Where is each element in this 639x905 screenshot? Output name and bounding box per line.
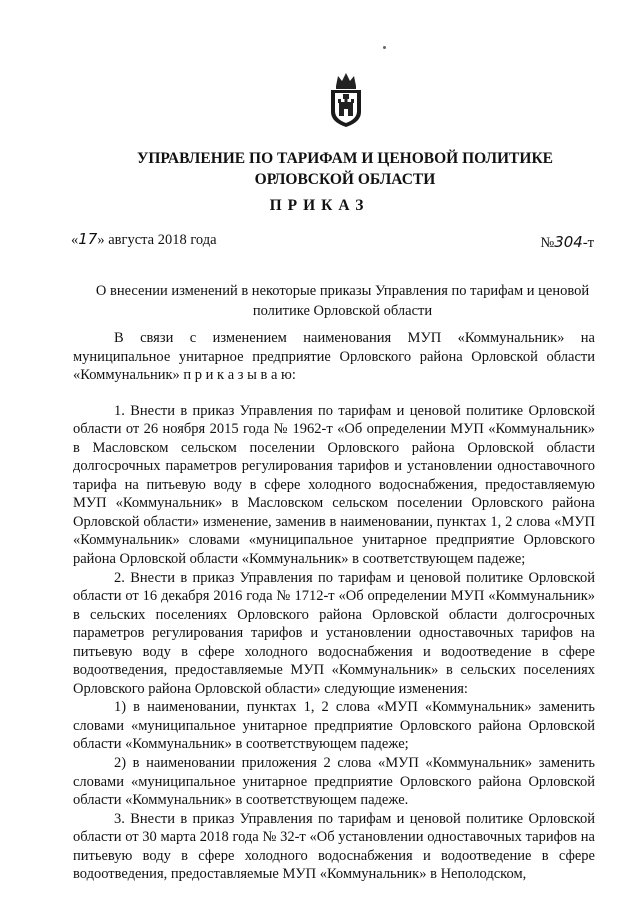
subject-line-2: политике Орловской области xyxy=(252,303,433,319)
organization-title-line-1: УПРАВЛЕНИЕ ПО ТАРИФАМ И ЦЕНОВОЙ ПОЛИТИКЕ xyxy=(136,150,554,167)
paragraph-1: 1. Внести в приказ Управления по тарифам и ценовой политике Орловской области от 26 ноября 2015 года № 1962-т «Об определении МУП «Коммунальник» в Масловском сельском поселении Орловского района Орловской области долгосрочных параметров регулирования тарифов и установлении одноставочного тарифа на питьевую воду в сфере холодного водоснабжения, предоставляемую МУП «Коммунальник» в Масловском сельском поселении Орловского района Орловской области» изменение, заменив в наименовании, пунктах 1, 2 слова «МУП «Коммунальник» словами «муниципальное унитарное предприятие Орловского района Орловской области «Коммунальник» в соответствующем падеже; xyxy=(73,402,595,568)
preamble-paragraph: В связи с изменением наименования МУП «Коммунальник» на муниципальное унитарное предприятие Орловского района Орловской области «Коммунальник» п р и к а з ы в а ю: xyxy=(73,330,595,384)
date-rest: » августа 2018 года xyxy=(97,232,217,248)
scan-speck xyxy=(383,46,386,49)
organization-title-line-2: ОРЛОВСКОЙ ОБЛАСТИ xyxy=(254,171,436,188)
number-suffix: -т xyxy=(582,235,594,251)
document-date xyxy=(71,230,217,249)
date-open-quote: « xyxy=(71,232,79,248)
paragraph-2-item-1: 1) в наименовании, пунктах 1, 2 слова «МУП «Коммунальник» заменить словами «муниципальное унитарное предприятие Орловского района Орловской области «Коммунальник» в соответствующем падеже; xyxy=(73,699,595,753)
subject-line-1: О внесении изменений в некоторые приказы Управления по тарифам и ценовой xyxy=(95,283,590,299)
coat-of-arms-icon xyxy=(329,70,363,128)
document-number xyxy=(540,233,594,252)
document-body xyxy=(73,329,595,884)
document-type: ПРИКАЗ xyxy=(269,197,370,214)
date-day-handwritten: 17 xyxy=(78,230,98,248)
paragraph-2: 2. Внести в приказ Управления по тарифам и ценовой политике Орловской области от 16 декабря 2016 года № 1712-т «Об определении МУП «Коммунальник» в сельских поселениях Орловского района Орловской области долгосрочных параметров регулирования тарифов и установлении одноставочных тарифов на питьевую воду в сфере холодного водоснабжения и водоотведение в сфере водоотведения, предоставляемые МУП «Коммунальник» в сельских поселениях Орловского района Орловской области» следующие изменения: xyxy=(73,569,595,697)
number-prefix: № xyxy=(540,235,555,251)
number-value-handwritten: 304 xyxy=(554,233,583,251)
paragraph-3: 3. Внести в приказ Управления по тарифам и ценовой политике Орловской области от 30 марта 2018 года № 32-т «Об установлении одноставочных тарифов на питьевую воду в сфере холодного водоснабжения и водоотведение в сфере водоотведения, предоставляемые МУП «Коммунальник» в Неполодском, xyxy=(73,810,595,883)
document-subject xyxy=(75,281,610,321)
organization-title xyxy=(80,148,610,190)
paragraph-2-item-2: 2) в наименовании приложения 2 слова «МУП «Коммунальник» заменить словами «муниципальное унитарное предприятие Орловского района Орловской области «Коммунальник» в соответствующем падеже. xyxy=(73,755,595,809)
